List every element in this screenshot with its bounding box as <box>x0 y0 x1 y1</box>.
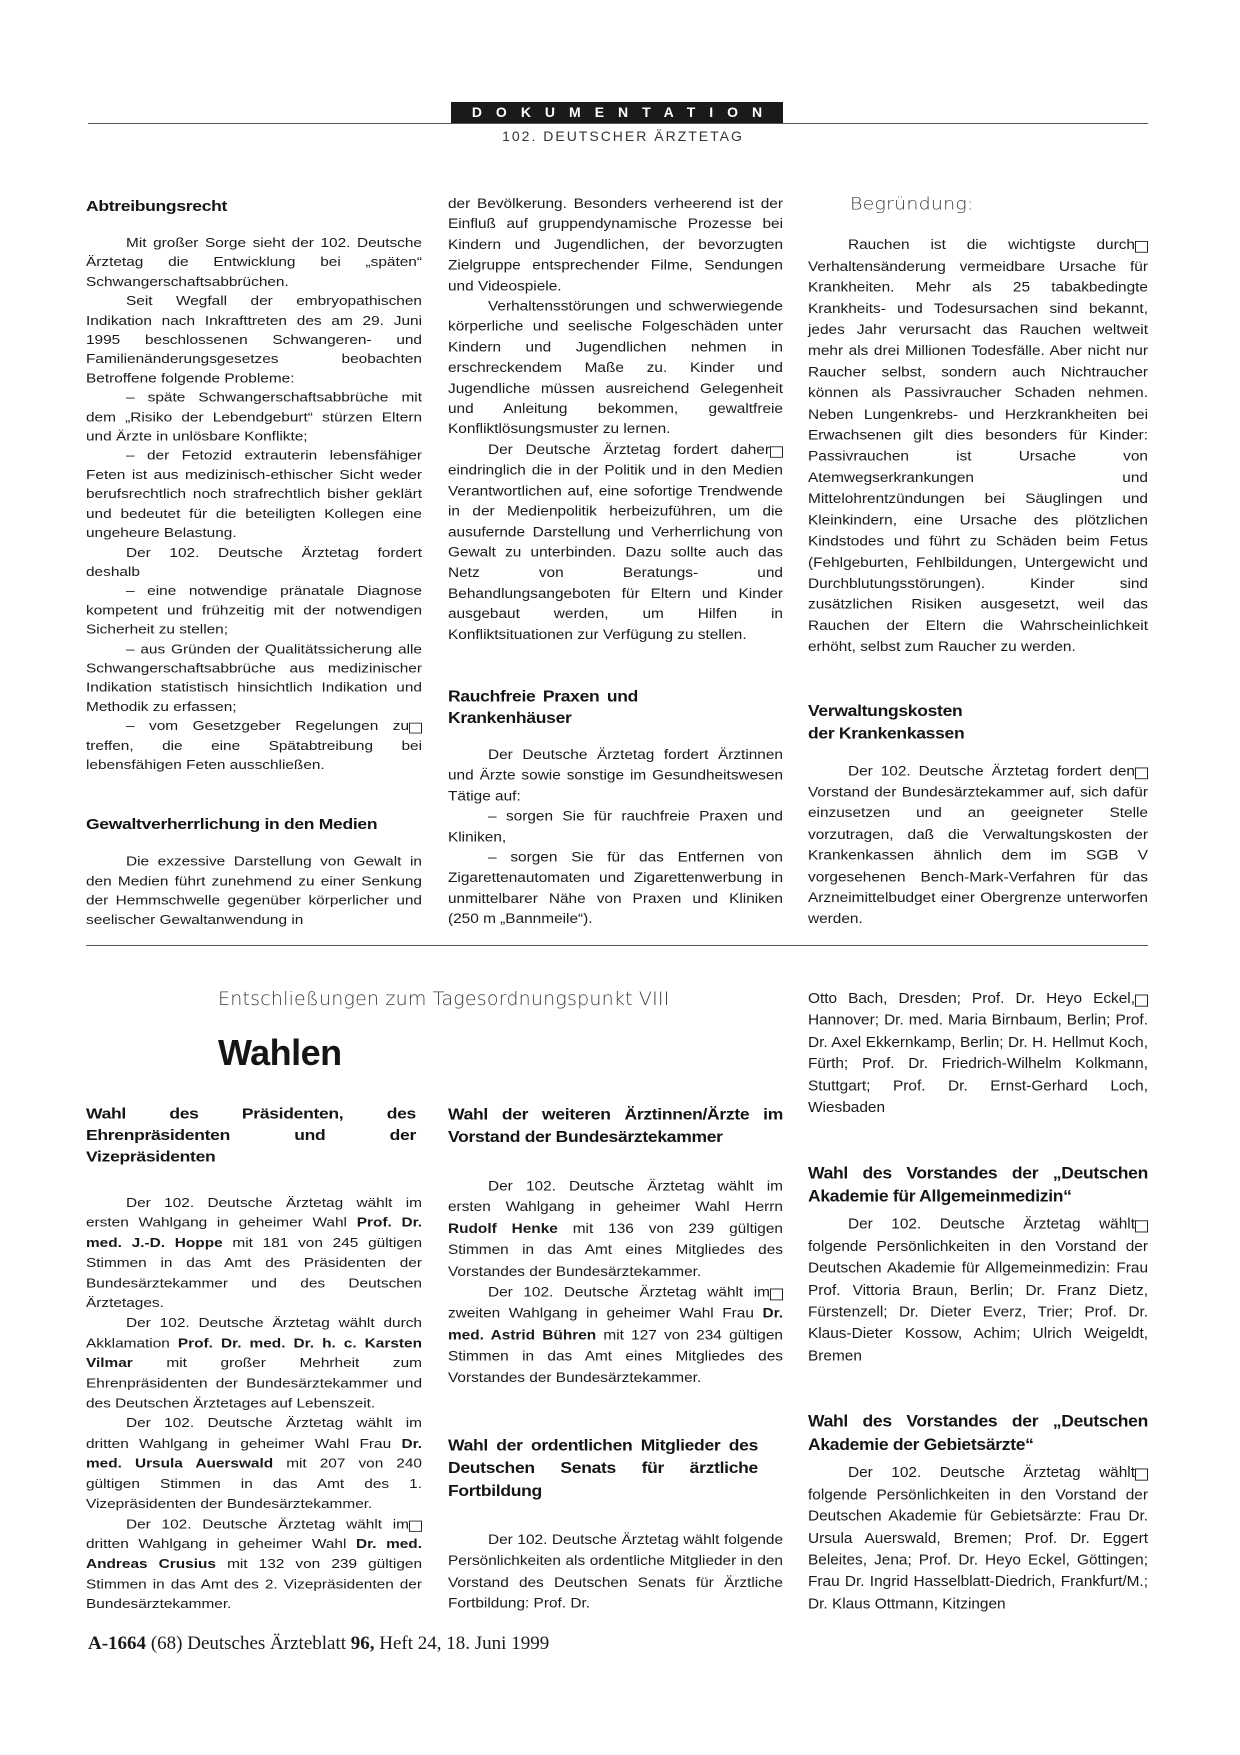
paragraph: Der 102. Deutsche Ärztetag wählt im dritten Wahlgang in geheimer Wahl Dr. med. Andreas Crusius mit 132 von 239 gültigen Stimmen in das Amt des 2. Vizepräsidenten der Bundesärztekammer. <box>86 1516 423 1612</box>
paragraph: – späte Schwangerschaftsabbrüche mit dem „Risiko der Lebendgeburt“ stürzen Eltern und Ärzte in unlösbare Konflikte; <box>86 391 422 444</box>
paragraph: Der 102. Deutsche Ärztetag fordert deshalb <box>86 545 422 580</box>
paragraph: Mit großer Sorge sieht der 102. Deutsche Ärztetag die Entwicklung bei „späten“ Schwangerschaftsabbrüchen. <box>86 236 422 290</box>
paragraph: Der Deutsche Ärztetag fordert Ärztinnen und Ärzte sowie sonstige im Gesundheitswesen Tätige auf: <box>448 747 783 804</box>
page-number: A-1664 <box>88 1633 147 1654</box>
section-subhead: 102. DEUTSCHER ÄRZTETAG <box>502 128 744 144</box>
footer-volume: 96, <box>350 1633 375 1654</box>
paragraph: – aus Gründen der Qualitätssicherung alle Schwangerschaftsabbrüche aus medizinischer Indikation statistisch hinsichtlich Indikation und Methodik zu erfassen; <box>86 642 422 715</box>
bottom-column-2 <box>448 1103 783 1615</box>
paragraph: Der 102. Deutsche Ärztetag wählt im ersten Wahlgang in geheimer Wahl Prof. Dr. med. J.-D. Hoppe mit 181 von 245 gültigen Stimmen in das Amt des Präsidenten der Bundesärztekammer und des Deutschen Ärztetages. <box>86 1195 423 1311</box>
paragraph: – sorgen Sie für das Entfernen von Zigarettenautomaten und Zigarettenwerbung in unmittelbarer Nähe von Praxen und Kliniken (250 m „Bannmeile“). <box>448 850 783 927</box>
paragraph: Der 102. Deutsche Ärztetag wählt im dritten Wahlgang in geheimer Wahl Frau Dr. med. Ursula Auerswald mit 207 von 240 gültigen Stimmen in das Amt des 1. Vizepräsidenten der Bundesärztekammer. <box>86 1416 422 1512</box>
footer-issue: Heft 24, 18. Juni 1999 <box>374 1633 550 1654</box>
end-box-icon <box>770 1289 783 1301</box>
end-box-icon <box>1135 995 1148 1007</box>
paragraph: Der 102. Deutsche Ärztetag wählt im zweiten Wahlgang in geheimer Wahl Frau Dr. med. Astrid Bühren mit 127 von 234 gültigen Stimmen in das Amt eines Mitgliedes des Vorstandes der Bundesärztekammer. <box>448 1284 783 1386</box>
footer-source: (68) Deutsches Ärzteblatt <box>146 1633 351 1654</box>
paragraph: Der 102. Deutsche Ärztetag wählt im ersten Wahlgang in geheimer Wahl Herrn Rudolf Henke mit 136 von 239 gültigen Stimmen in das Amt eines Mitgliedes des Vorstandes der Bundesärztekammer. <box>448 1178 783 1280</box>
paragraph: Die exzessive Darstellung von Gewalt in den Medien führt zunehmend zu einer Senkung der Hemmschwelle gegenüber körperlicher und seelischer Gewaltanwendung in <box>86 855 422 928</box>
bottom-column-3 <box>808 988 1148 1615</box>
top-column-1 <box>86 196 422 930</box>
top-column-2 <box>448 194 783 930</box>
end-box-icon <box>1135 1469 1148 1481</box>
heading-verwaltungskosten: Verwaltungskosten der Krankenkassen <box>808 701 965 742</box>
heading-wahl-praesident: Wahl des Präsidenten, des Ehrenpräsidenten und der Vizepräsidenten <box>86 1104 416 1165</box>
paragraph: Der 102. Deutsche Ärztetag wählt folgende Persönlichkeiten in den Vorstand der Deutschen Akademie für Gebietsärzte: Frau Dr. Ursula Auerswald, Bremen; Prof. Dr. Eggert Beleites, Jena; Prof. Dr. Heyo Eckel, Göttingen; Frau Dr. Ingrid Hasselblatt-Diedrich, Frankfurt/M.; Dr. Klaus Ottmann, Kitzingen <box>808 1465 1148 1612</box>
paragraph: Der 102. Deutsche Ärztetag wählt durch Akklamation Prof. Dr. med. Dr. h. c. Karsten Vilmar mit großer Mehrheit zum Ehrenpräsidenten der Bundesärztekammer und des Deutschen Ärztetages auf Lebenszeit. <box>86 1316 422 1411</box>
paragraph: Rauchen ist die wichtigste durch Verhaltensänderung vermeidbare Ursache für Krankheiten. Mehr als 25 tabakbedingte Krankheits- und Todesursachen sind bekannt, jedes Jahr verursacht das Rauchen weltweit mehr als drei Millionen Todesfälle. Aber nicht nur Raucher selbst, sondern auch Nichtraucher können als Passivraucher Schaden nehmen. Neben Lungenkrebs- und Herzkrankheiten bei Erwachsenen gilt dies besonders für Kinder: Passivrauchen ist Ursache von Atemwegserkrankungen und Mittelohrentzündungen bei Säuglingen und Kleinkindern, eine Ursache des plötzlichen Kindstodes und führt zu Schäden beim Fetus (Fehlgeburten, Fehlbildungen, Untergewicht und Durchblutungsstörungen). Kinder sind zusätzlichen Risiken ausgesetzt, weil das Rauchen der Eltern die Wahrscheinlichkeit erhöht, selbst zum Raucher zu werden. <box>808 237 1148 655</box>
heading-gewaltverherrlichung: Gewaltverherrlichung in den Medien <box>86 816 378 833</box>
paragraph: – der Fetozid extrauterin lebensfähiger Feten ist aus medizinisch-ethischer Sicht weder berufsrechtlich noch strafrechtlich bisher geklärt und bedeutet für die beteiligten Kollegen eine ungeheure Belastung. <box>86 449 422 541</box>
paragraph: Seit Wegfall der embryopathischen Indikation nach Inkrafttreten des am 29. Juni 1995 beschlossenen Schwangeren- und Familienänderungsgesetzes beobachten Betroffene folgende Probleme: <box>86 294 422 386</box>
paragraph: der Bevölkerung. Besonders verheerend ist der Einfluß auf gruppendynamische Prozesse bei Kindern und Jugendlichen, der bevorzugten Zielgruppe entsprechender Filme, Sendungen und Videospiele. <box>448 196 783 294</box>
top-column-3 <box>808 194 1148 930</box>
end-box-icon <box>1135 767 1148 779</box>
end-box-icon <box>1135 1221 1148 1233</box>
bottom-column-1 <box>86 1103 422 1615</box>
end-box-icon <box>770 446 783 457</box>
heading-wahlen: Wahlen <box>218 1032 342 1073</box>
end-box-icon <box>409 723 422 734</box>
header-rule <box>88 123 1148 124</box>
paragraph: – sorgen Sie für rauchfreie Praxen und Kliniken, <box>448 809 783 845</box>
paragraph: – eine notwendige pränatale Diagnose kompetent und frühzeitig mit der notwendigen Sicherheit zu stellen; <box>86 584 422 637</box>
paragraph: Der 102. Deutsche Ärztetag wählt folgende Persönlichkeiten in den Vorstand der Deutschen Akademie für Allgemeinmedizin: Frau Prof. Vittoria Braun, Berlin; Dr. Franz Dietz, Fürstenzell; Dr. Dieter Everz, Trier; Prof. Dr. Klaus-Dieter Kossow, Achim; Ulrich Weigeldt, Bremen <box>808 1216 1148 1364</box>
heading-rauchfreie-praxen: Rauchfreie Praxen und Krankenhäuser <box>448 687 638 727</box>
heading-begruendung: Begründung: <box>850 194 974 214</box>
kicker-tagesordnungspunkt: Entschließungen zum Tagesordnungspunkt VIII <box>218 988 670 1010</box>
paragraph: Otto Bach, Dresden; Prof. Dr. Heyo Eckel, Hannover; Dr. med. Maria Birnbaum, Berlin; Prof. Dr. Axel Ekkernkamp, Berlin; Dr. H. Hellmut Koch, Fürth; Prof. Dr. Friedrich-Wilhelm Kolkmann, Stuttgart; Prof. Dr. Ernst-Gerhard Loch, Wiesbaden <box>808 990 1148 1116</box>
heading-akademie-allgemeinmedizin: Wahl des Vorstandes der „Deutschen Akademie für Allgemeinmedizin“ <box>808 1163 1148 1206</box>
end-box-icon <box>409 1520 422 1531</box>
paragraph: Der 102. Deutsche Ärztetag wählt folgende Persönlichkeiten als ordentliche Mitglieder in den Vorstand des Deutschen Senats für Ärztliche Fortbildung: Prof. Dr. <box>448 1532 783 1612</box>
section-divider <box>86 945 1148 946</box>
paragraph: Der Deutsche Ärztetag fordert daher eindringlich die in der Politik und in den Medien Verantwortlichen auf, eine sofortige Trendwende in der Medienpolitik herbeizuführen, um die ausufernde Darstellung und Verherrlichung von Gewalt zu unterbinden. Dazu sollte auch das Netz von Beratungs- und Behandlungsangeboten für Eltern und Kinder ausgebaut werden, um Hilfen in Konfliktsituationen zur Verfügung zu stellen. <box>448 442 783 643</box>
heading-wahl-senat: Wahl der ordentlichen Mitglieder des Deutschen Senats für ärztliche Fortbildung <box>448 1435 758 1500</box>
page-footer <box>88 1633 549 1655</box>
paragraph: Verhaltensstörungen und schwerwiegende körperliche und seelische Folgeschäden unter Kindern und Jugendlichen nehmen in erschreckendem Maße zu. Kinder und Jugendliche müssen ausreichend Gelegenheit und Anleitung bekommen, gewaltfreie Konfliktlösungsmuster zu lernen. <box>448 299 783 438</box>
end-box-icon <box>1135 241 1148 253</box>
paragraph: – vom Gesetzgeber Regelungen zu treffen, die eine Spätabtreibung bei lebensfähigen Feten ausschließen. <box>86 719 422 773</box>
paragraph: Der 102. Deutsche Ärztetag fordert den Vorstand der Bundesärztekammer auf, sich dafür einzusetzen und an geeigneter Stelle vorzutragen, daß die Verwaltungskosten der Krankenkassen ähnlich dem im SGB V vorgesehenen Bench-Mark-Verfahren für das Arzneimittelbudget einer Obergrenze unterworfen werden. <box>808 763 1148 927</box>
heading-akademie-gebietsaerzte: Wahl des Vorstandes der „Deutschen Akademie der Gebietsärzte“ <box>808 1411 1148 1454</box>
section-banner: DOKUMENTATION <box>451 102 783 123</box>
heading-abtreibungsrecht: Abtreibungsrecht <box>86 197 228 215</box>
heading-wahl-aerzte: Wahl der weiteren Ärztinnen/Ärzte im Vorstand der Bundesärztekammer <box>448 1104 783 1146</box>
